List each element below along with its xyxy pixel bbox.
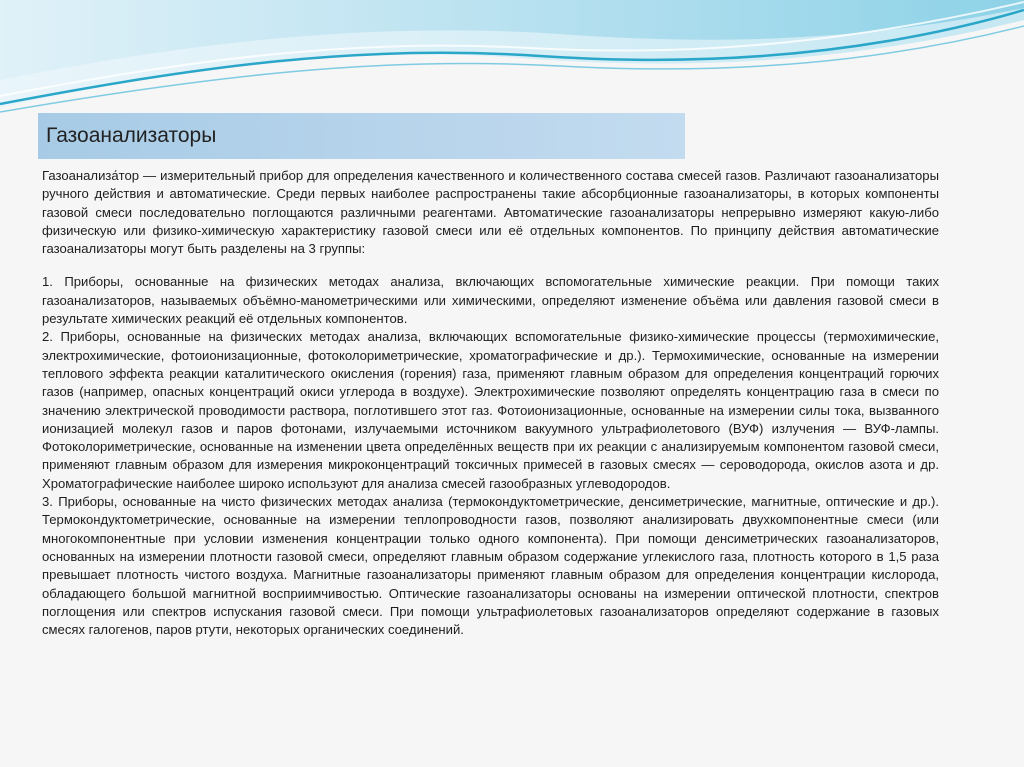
- decorative-wave-header: [0, 0, 1024, 120]
- group-2-paragraph: 2. Приборы, основанные на физических методах анализа, включающих вспомогательные физико-химические процессы (термохимические, электрохимические, фотоионизационные, фотоколориметрические, хроматографические и др.). Термохимические, основанные на измерении теплового эффекта реакции каталитического окисления (горения) газа, применяют главным образом для определения концентраций горючих газов (например, опасных концентраций окиси углерода в воздухе). Электрохимические позволяют определять концентрацию газа в смеси по значению электрической проводимости раствора, поглотившего этот газ. Фотоионизационные, основанные на измерении силы тока, вызванного ионизацией молекул газов и паров фотонами, излучаемыми источником вакуумного ультрафиолетового (ВУФ) излучения — ВУФ-лампы. Фотоколориметрические, основанные на изменении цвета определённых веществ при их реакции с анализируемым компонентом газовой смеси, применяют главным образом для измерения микроконцентраций токсичных примесей в газовых смесях — сероводорода, окислов азота и др. Хроматографические наиболее широко используют для анализа смесей газообразных углеводородов.: [42, 329, 939, 491]
- group-3-paragraph: 3. Приборы, основанные на чисто физических методах анализа (термокондуктометрические, денсиметрические, магнитные, оптические и др.). Термокондуктометрические, основанные на измерении теплопроводности газов, позволяют анализировать двухкомпонентные смеси (или многокомпонентные при условии изменения концентрации только одного компонента). При помощи денсиметрических газоанализаторов, основанных на измерении плотности газовой смеси, определяют главным образом содержание углекислого газа, плотность которого в 1,5 раза превышает плотность чистого воздуха. Магнитные газоанализаторы применяют главным образом для определения концентрации кислорода, обладающего большой магнитной восприимчивостью. Оптические газоанализаторы основаны на измерении оптической плотности, спектров поглощения или спектров испускания газовой смеси. При помощи ультрафиолетовых газоанализаторов определяют содержание в газовых смесях галогенов, паров ртути, некоторых органических соединений.: [42, 494, 939, 638]
- slide-title: Газоанализаторы: [46, 124, 217, 147]
- slide-body: [42, 167, 939, 639]
- title-bar: [38, 113, 685, 159]
- intro-paragraph: Газоанализа́тор — измерительный прибор для определения качественного и количественного состава смесей газов. Различают газоанализаторы ручного действия и автоматические. Среди первых наиболее распространены такие абсорбционные газоанализаторы, в которых компоненты газовой смеси последовательно поглощаются различными реагентами. Автоматические газоанализаторы непрерывно измеряют какую-либо физическую или физико-химическую характеристику газовой смеси или её отдельных компонентов. По принципу действия автоматические газоанализаторы могут быть разделены на 3 группы:: [42, 168, 939, 257]
- group-1-paragraph: 1. Приборы, основанные на физических методах анализа, включающих вспомогательные химические реакции. При помощи таких газоанализаторов, называемых объёмно-манометрическими или химическими, определяют изменение объёма или давления газовой смеси в результате химических реакций её отдельных компонентов.: [42, 274, 939, 327]
